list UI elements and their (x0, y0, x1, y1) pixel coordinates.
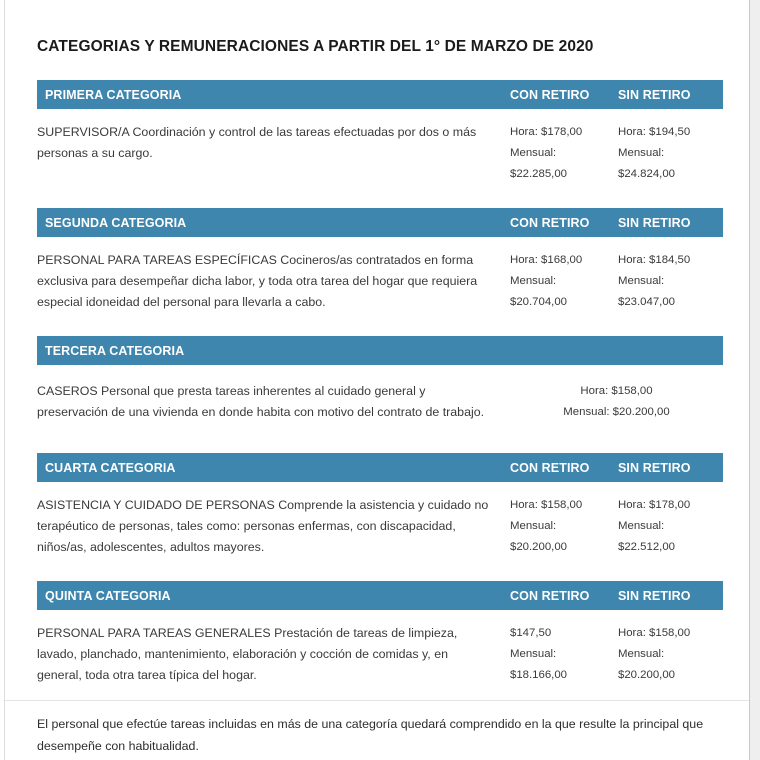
category-section-tercera (37, 336, 723, 453)
value-line: $147,50 (510, 627, 552, 639)
sin-retiro-values (618, 122, 723, 185)
value-line: $23.047,00 (618, 296, 676, 308)
value-line: $22.512,00 (618, 541, 676, 553)
combined-values (510, 381, 723, 423)
column-header-sin-retiro: SIN RETIRO (618, 460, 691, 475)
value-line: Mensual: $20.200,00 (563, 406, 670, 418)
category-body (37, 482, 723, 581)
category-name: QUINTA CATEGORIA (45, 588, 171, 603)
value-line: Mensual: (510, 275, 557, 287)
column-header-sin-retiro: SIN RETIRO (618, 588, 691, 603)
category-name: CUARTA CATEGORIA (45, 460, 176, 475)
column-header-con-retiro: CON RETIRO (510, 215, 590, 230)
category-header-bar (37, 581, 723, 610)
value-line: $20.200,00 (510, 541, 568, 553)
value-line: $18.166,00 (510, 669, 568, 681)
value-line: Hora: $184,50 (618, 254, 691, 266)
value-line: Hora: $158,00 (510, 499, 583, 511)
value-line: Hora: $158,00 (580, 385, 653, 397)
sin-retiro-values (618, 250, 723, 313)
value-line: Mensual: (618, 648, 665, 660)
value-line: Hora: $194,50 (618, 126, 691, 138)
value-line: Hora: $158,00 (618, 627, 691, 639)
category-section-segunda (37, 208, 723, 336)
con-retiro-values (510, 250, 618, 313)
category-section-quinta (37, 581, 723, 700)
category-header-bar (37, 453, 723, 482)
category-body (37, 610, 723, 700)
category-header-bar (37, 80, 723, 109)
value-line: Mensual: (618, 147, 665, 159)
category-name: SEGUNDA CATEGORIA (45, 215, 187, 230)
value-line: Hora: $178,00 (618, 499, 691, 511)
category-body (37, 237, 723, 336)
con-retiro-values (510, 122, 618, 185)
value-line: Hora: $178,00 (510, 126, 583, 138)
page-title: CATEGORIAS Y REMUNERACIONES A PARTIR DEL 1° DE MARZO DE 2020 (37, 38, 594, 55)
column-header-con-retiro: CON RETIRO (510, 588, 590, 603)
value-line: Mensual: (510, 520, 557, 532)
category-description: PERSONAL PARA TAREAS ESPECÍFICAS Cocineros/as contratados en forma exclusiva para desempeñar dicha labor, y toda otra tarea del hogar que requiera especial idoneidad del personal para llevarla a cabo. (37, 253, 478, 309)
category-header-bar (37, 336, 723, 365)
column-header-con-retiro: CON RETIRO (510, 460, 590, 475)
category-description: ASISTENCIA Y CUIDADO DE PERSONAS Comprende la asistencia y cuidado no terapéutico de personas, tales como: personas enfermas, con discapacidad, niños/as, adolescentes, adultos mayores. (37, 498, 489, 554)
value-line: Hora: $168,00 (510, 254, 583, 266)
page-right-gutter (750, 0, 760, 760)
category-description: CASEROS Personal que presta tareas inherentes al cuidado general y preservación de una vivienda en donde habita con motivo del contrato de trabajo. (37, 384, 485, 419)
value-line: $20.200,00 (618, 669, 676, 681)
value-line: $22.285,00 (510, 168, 568, 180)
column-header-sin-retiro: SIN RETIRO (618, 87, 691, 102)
value-line: $20.704,00 (510, 296, 568, 308)
con-retiro-values (510, 495, 618, 558)
sin-retiro-values (618, 495, 723, 558)
category-description: SUPERVISOR/A Coordinación y control de las tareas efectuadas por dos o más personas a su cargo. (37, 125, 477, 160)
value-line: Mensual: (618, 275, 665, 287)
category-section-primera (37, 80, 723, 208)
con-retiro-values (510, 623, 618, 686)
category-name: PRIMERA CATEGORIA (45, 87, 182, 102)
value-line: Mensual: (510, 147, 557, 159)
category-section-cuarta (37, 453, 723, 581)
column-header-con-retiro: CON RETIRO (510, 87, 590, 102)
category-body (37, 109, 723, 208)
value-line: $24.824,00 (618, 168, 676, 180)
category-name: TERCERA CATEGORIA (45, 343, 185, 358)
column-header-sin-retiro: SIN RETIRO (618, 215, 691, 230)
category-description: PERSONAL PARA TAREAS GENERALES Prestación de tareas de limpieza, lavado, planchado, mantenimiento, elaboración y cocción de comidas y, en general, toda otra tarea típica del hogar. (37, 626, 458, 682)
category-header-bar (37, 208, 723, 237)
value-line: Mensual: (618, 520, 665, 532)
value-line: Mensual: (510, 648, 557, 660)
wage-table-page (4, 0, 750, 760)
category-body (37, 365, 723, 453)
footer-note: El personal que efectúe tareas incluidas en más de una categoría quedará comprendido en la que resulte la principal que desempeñe con habitualidad. (37, 717, 704, 753)
sin-retiro-values (618, 623, 723, 686)
